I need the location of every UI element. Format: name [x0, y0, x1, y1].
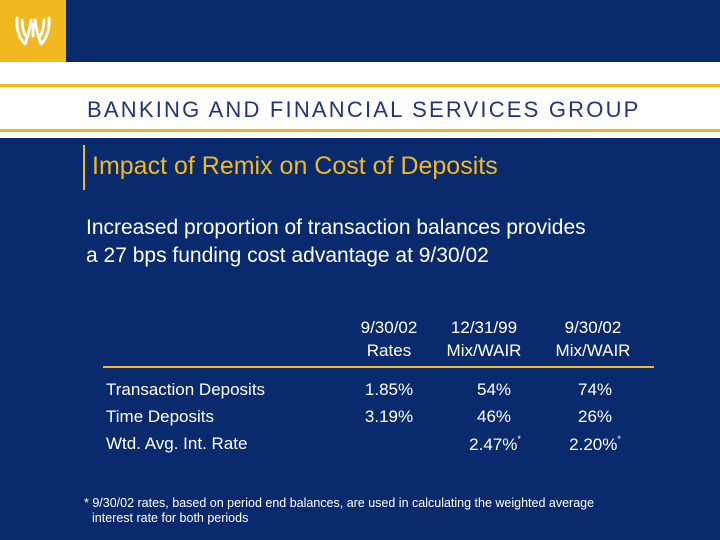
column-header-mix-1999	[429, 316, 539, 362]
column-header-line1: 9/30/02	[360, 318, 418, 337]
column-header-line1: 9/30/02	[564, 318, 622, 337]
column-header-line2: Rates	[366, 341, 412, 360]
column-header-line2: Mix/WAIR	[446, 341, 522, 360]
cell-time-mix-1999: 46%	[476, 407, 512, 426]
cell-transaction-rate: 1.85%	[364, 380, 414, 399]
cell-wair-1999	[440, 434, 550, 455]
footnote-mark: *	[517, 434, 521, 444]
footnote-line-2: interest rate for both periods	[92, 511, 249, 525]
header-rule-top	[0, 84, 720, 87]
column-header-line1: 12/31/99	[450, 318, 518, 337]
cell-transaction-mix-1999: 54%	[476, 380, 512, 399]
row-label-time-deposits: Time Deposits	[106, 407, 215, 426]
slide-title: Impact of Remix on Cost of Deposits	[92, 152, 498, 180]
slide-subtitle	[86, 214, 686, 270]
top-bar	[0, 0, 720, 62]
subtitle-line-1: Increased proportion of transaction balances provides	[86, 216, 586, 239]
footnote-mark: *	[617, 434, 621, 444]
title-accent-bar	[83, 145, 85, 190]
subtitle-line-2: a 27 bps funding cost advantage at 9/30/02	[86, 244, 489, 267]
footnote	[84, 496, 714, 526]
column-header-line2: Mix/WAIR	[555, 341, 631, 360]
column-header-mix-2002	[538, 316, 648, 362]
table-header-rule	[103, 366, 654, 368]
cell-time-rate: 3.19%	[364, 407, 414, 426]
group-name: BANKING AND FINANCIAL SERVICES GROUP	[87, 97, 641, 122]
cell-wair-2002	[540, 434, 650, 455]
footnote-line-1: * 9/30/02 rates, based on period end balances, are used in calculating the weighted average	[84, 496, 595, 510]
cell-value: 2.20%	[569, 435, 618, 454]
row-label-transaction-deposits: Transaction Deposits	[106, 380, 266, 399]
logo	[0, 0, 66, 62]
cell-transaction-mix-2002: 74%	[577, 380, 613, 399]
column-header-rates	[334, 316, 444, 362]
wachovia-w-logo-icon	[11, 12, 55, 50]
cell-value: 2.47%	[469, 435, 518, 454]
header-rule-bottom	[0, 129, 720, 132]
row-label-wtd-avg-rate: Wtd. Avg. Int. Rate	[106, 434, 248, 453]
cell-time-mix-2002: 26%	[577, 407, 613, 426]
